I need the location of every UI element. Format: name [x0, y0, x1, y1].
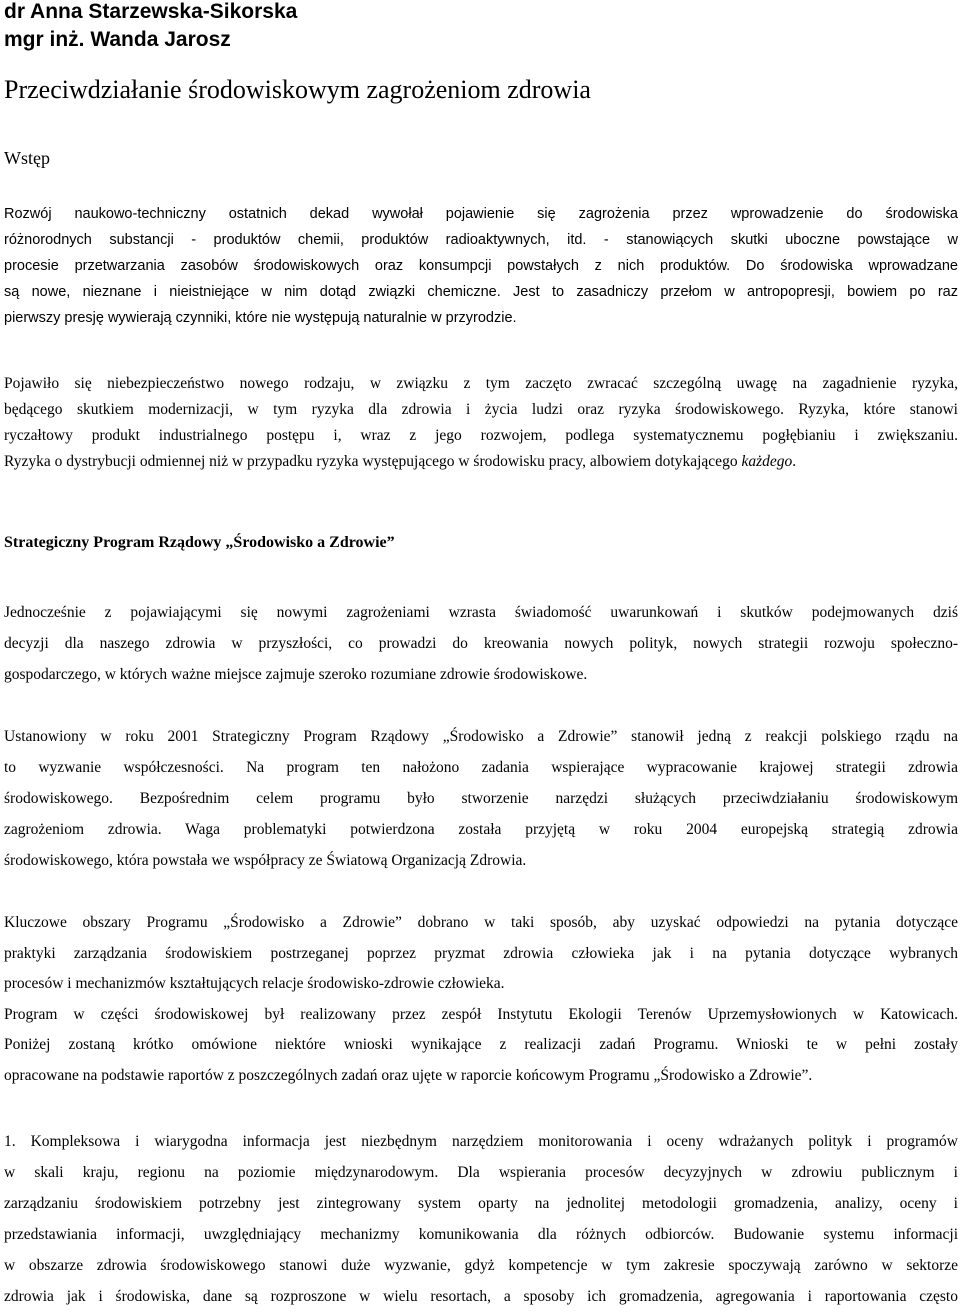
text-line: będącego skutkiem modernizacji, w tym ryzyka dla zdrowia i życia ludzi oraz ryzyka środowiskowego. Ryzyka, które stanowi	[4, 401, 958, 418]
author-1: dr Anna Starzewska-Sikorska	[4, 0, 298, 23]
text-line: Jednocześnie z pojawiającymi się nowymi zagrożeniami wzrasta świadomość uwarunkowań i skutków podejmowanych dziś	[4, 604, 958, 621]
text-line: w obszarze zdrowia środowiskowego stanowi duże wyzwanie, gdyż kompetencje w tym zakresie spoczywają zarówno w sektorze	[4, 1257, 958, 1274]
author-2: mgr inż. Wanda Jarosz	[4, 28, 231, 51]
emphasis-text: każdego	[741, 453, 793, 470]
text-line: Pojawiło się niebezpieczeństwo nowego rodzaju, w związku z tym zaczęto zwracać szczególną uwagę na zagadnienie ryzyka,	[4, 375, 958, 392]
text-line: to wyzwanie współczesności. Na program ten nałożono zadania wspierające wypracowanie krajowej strategii zdrowia	[4, 759, 958, 776]
text-line: Program w części środowiskowej był realizowany przez zespół Instytutu Ekologii Terenów Uprzemysłowionych w Katowicach.	[4, 1005, 958, 1023]
text-line: opracowane na podstawie raportów z poszczególnych zadań oraz ujęte w raporcie końcowym Programu „Środowisko a Zdrowie”.	[4, 1066, 813, 1084]
text-line: Poniżej zostaną krótko omówione niektóre wnioski wynikające z realizacji zadań Programu. Wnioski te w pełni zostały	[4, 1036, 958, 1053]
text-segment: .	[792, 453, 797, 470]
section-heading-intro: Wstęp	[4, 148, 50, 168]
section-heading-program: Strategiczny Program Rządowy „Środowisko a Zdrowie”	[4, 534, 395, 551]
text-line: praktyki zarządzania środowiskiem postrzeganej poprzez pryzmat zdrowia człowieka jak i na pytania dotyczące wybranych	[4, 944, 958, 962]
paragraph-point-1	[4, 1126, 958, 1312]
text-line: 1. Kompleksowa i wiarygodna informacja jest niezbędnym narzędziem monitorowania i oceny wdrażanych polityk i programów	[4, 1133, 958, 1150]
text-line: decyzji dla naszego zdrowia w przyszłości, co prowadzi do kreowania nowych polityk, nowych strategii rozwoju społeczno-	[4, 635, 958, 652]
paragraph-awareness	[4, 597, 958, 690]
text-line: Ustanowiony w roku 2001 Strategiczny Program Rządowy „Środowisko a Zdrowie” stanowił jedną z reakcji polskiego rządu na	[4, 728, 958, 745]
text-line: procesów i mechanizmów kształtujących relacje środowisko-zdrowie człowieka.	[4, 975, 505, 992]
text-line: zdrowia jak i środowiska, dane są rozproszone w wielu resortach, a sposoby ich gromadzenia, agregowania i raportowania często	[4, 1288, 958, 1305]
text-line: przedstawiania informacji, uwzględniający mechanizmy komunikowania dla różnych odbiorców. Budowanie systemu informacji	[4, 1226, 958, 1243]
text-line: ryczałtowy produkt industrialnego postępu i, wraz z jego rozwojem, podlega systematycznemu pogłębianiu i zwiększaniu.	[4, 427, 958, 444]
paragraph-program-2001	[4, 721, 958, 876]
paragraph-intro	[4, 201, 958, 331]
text-line: środowiskowego. Bezpośrednim celem programu było stworzenie narzędzi służących przeciwdziałaniu środowiskowym	[4, 790, 958, 807]
paragraph-risk	[4, 371, 958, 475]
text-line: różnorodnych substancji - produktów chemii, produktów radioaktywnych, itd. - stanowiących skutki uboczne powstające w	[4, 232, 958, 248]
text-line: w skali kraju, regionu na poziomie międzynarodowym. Dla wspierania procesów decyzyjnych w zdrowiu publicznym i	[4, 1164, 958, 1181]
text-line: pierwszy presję wywierają czynniki, które nie występują naturalnie w przyrodzie.	[4, 310, 517, 326]
text-line: procesie przetwarzania zasobów środowiskowych oraz konsumpcji powstałych z nich produktów. Do środowiska wprowadzane	[4, 258, 958, 274]
text-segment: Ryzyka o dystrybucji odmiennej niż w przypadku ryzyka występującego w środowisku pracy, albowiem dotykającego	[4, 453, 742, 470]
text-line: środowiskowego, która powstała we współpracy ze Światową Organizacją Zdrowia.	[4, 852, 527, 869]
text-line	[4, 449, 958, 475]
text-line: Rozwój naukowo-techniczny ostatnich dekad wywołał pojawienie się zagrożenia przez wprowadzenie do środowiska	[4, 206, 958, 222]
text-line: zagrożeniom zdrowia. Waga problematyki potwierdzona została przyjętą w roku 2004 europejską strategią zdrowia	[4, 821, 958, 838]
document-title: Przeciwdziałanie środowiskowym zagrożeniom zdrowia	[4, 75, 591, 104]
paragraph-key-areas	[4, 908, 958, 1091]
text-line: zarządzaniu środowiskiem potrzebny jest zintegrowany system oparty na jednolitej metodologii gromadzenia, analizy, oceny i	[4, 1195, 958, 1212]
text-line: gospodarczego, w których ważne miejsce zajmuje szeroko rozumiane zdrowie środowiskowe.	[4, 666, 588, 683]
text-line: są nowe, nieznane i nieistniejące w nim dotąd związki chemiczne. Jest to zasadniczy przełom w antropopresji, bowiem po raz	[4, 284, 958, 300]
text-line: Kluczowe obszary Programu „Środowisko a Zdrowie” dobrano w taki sposób, aby uzyskać odpowiedzi na pytania dotyczące	[4, 914, 958, 931]
